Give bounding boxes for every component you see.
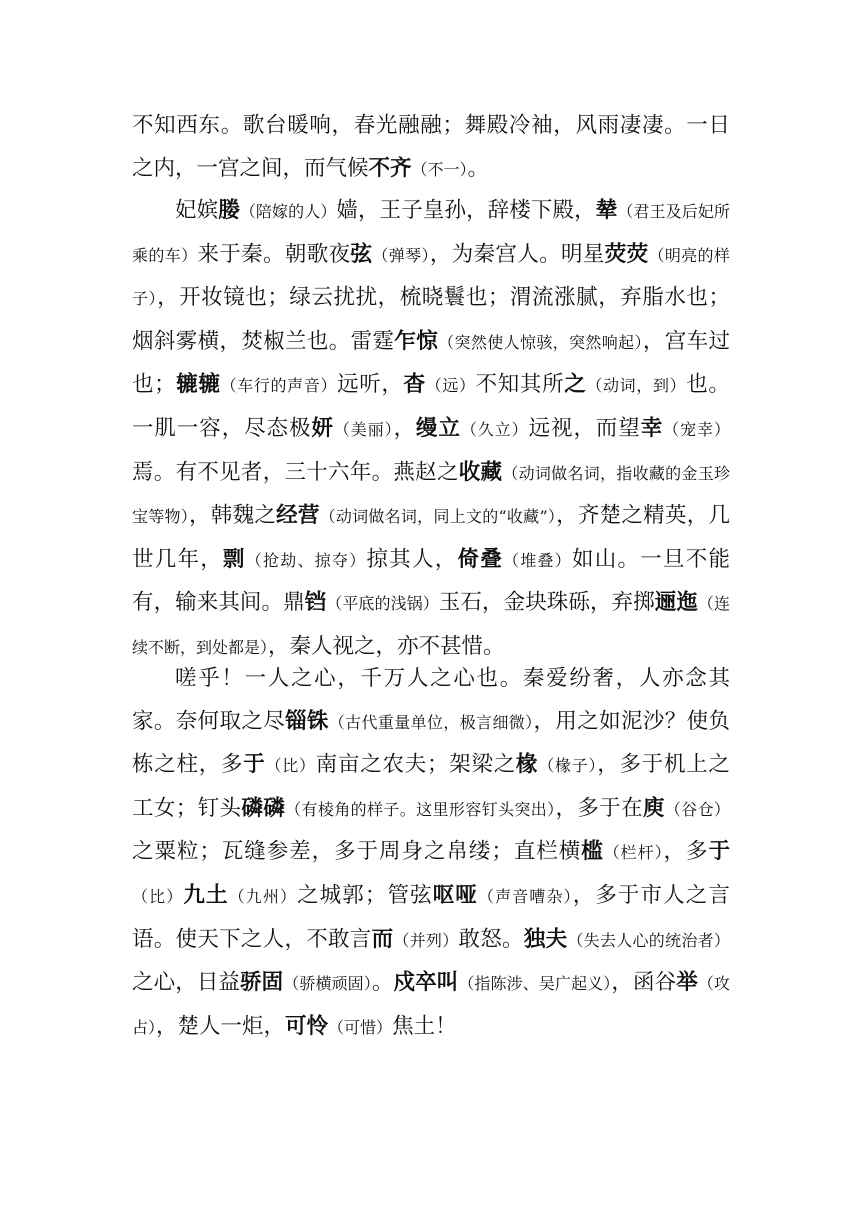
body-text: 之心，日益 [132, 970, 241, 996]
body-text: 嫱，王子皇孙，辞楼下殿， [336, 198, 596, 223]
body-text: 不知其所 [475, 372, 565, 398]
body-text: ，韩魏之 [189, 503, 277, 529]
annotated-term: 椽 [515, 752, 539, 778]
annotated-term: 收藏 [458, 459, 503, 485]
annotation-note: （椽子） [538, 756, 598, 776]
body-text: 嗟乎！一人之心，千万人之心也。秦爱纷奢，人亦念其家。奈何取之尽 [132, 666, 730, 734]
annotation-note: （不一） [411, 159, 468, 179]
body-text: ，楚人一炬， [156, 1013, 286, 1039]
annotated-term: 媵 [218, 198, 240, 223]
annotated-term: 铛 [304, 590, 327, 616]
body-text: 不知西东。歌台暖响，春光融融；舞殿冷袖，风雨凄凄。一日之内，一宫之间，而气候 [132, 113, 730, 181]
body-text: ， [393, 415, 417, 441]
body-text: ，秦人视之，亦不甚惜。 [268, 633, 505, 659]
annotated-term: 逦迤 [654, 590, 698, 616]
annotation-note: （动词，到） [586, 376, 687, 396]
annotated-term: 可怜 [285, 1013, 329, 1039]
annotation-note: （攻占） [132, 974, 730, 1037]
annotated-term: 剽 [223, 546, 246, 572]
body-text: ，齐楚之精英，几世几年， [132, 503, 730, 572]
body-text: 南亩之农夫；架梁之 [315, 752, 516, 778]
annotated-term: 九土 [183, 882, 229, 908]
annotation-note: （动词做名词，同上文的“收藏”） [319, 507, 557, 527]
annotated-term: 缦立 [416, 415, 461, 441]
annotation-note: （比） [265, 756, 316, 776]
annotated-term: 举 [676, 970, 698, 996]
annotated-term: 而 [371, 926, 394, 952]
annotated-term: 槛 [581, 839, 604, 865]
body-text: ，用之如泥沙？使负栋之柱，多 [132, 708, 730, 778]
annotation-note: （明亮的样子） [132, 245, 730, 309]
body-text: ，宫车过也； [132, 328, 730, 398]
annotation-note: （久立） [460, 419, 529, 439]
body-text: 如山。一旦不能有，输来其间。鼎 [132, 546, 730, 616]
annotated-term: 经营 [276, 503, 320, 529]
body-text: ，多 [663, 839, 709, 865]
annotation-note: （失去人心的统治者） [567, 930, 730, 950]
body-text: 也。一肌一容，尽态极 [132, 372, 730, 441]
paragraph-2 [132, 190, 730, 670]
body-text: 远视，而望 [528, 415, 641, 441]
annotated-term: 乍惊 [394, 328, 439, 354]
annotated-term: 辇 [595, 198, 618, 223]
annotation-note: （声音嘈杂） [478, 886, 573, 906]
annotated-term: 倚叠 [457, 546, 503, 572]
body-text: ，多于市人之言语。使天下之人，不敢言 [132, 882, 730, 952]
annotation-note: （君王及后妃所乘的车） [132, 202, 730, 265]
annotated-term: 杳 [403, 372, 426, 398]
body-text: 之粟粒；瓦缝参差，多于周身之帛缕；直栏横 [132, 839, 582, 865]
annotated-term: 于 [243, 752, 266, 778]
annotated-term: 骄固 [240, 970, 284, 996]
annotation-note: （突然使人惊骇，突然响起） [438, 332, 643, 352]
annotation-note: （美丽） [333, 419, 394, 439]
annotation-note: （谷仓） [664, 799, 730, 819]
annotation-note: （堆叠） [502, 550, 572, 570]
annotated-term: 不齐 [368, 155, 412, 181]
body-text: 敢怒。 [458, 926, 524, 952]
annotation-note: （车行的声音） [220, 376, 338, 396]
annotated-term: 弦 [350, 241, 373, 267]
annotated-term: 幸 [640, 415, 664, 441]
body-text: 远听， [337, 372, 404, 398]
annotation-note: （比） [132, 886, 184, 906]
annotation-note: （抢劫、掠夺） [245, 550, 367, 570]
annotation-note: （动词做名词，指收藏的金玉珍宝等物） [132, 463, 730, 527]
paragraph-3 [132, 658, 730, 1049]
annotated-term: 于 [708, 839, 730, 865]
body-text: 掠其人， [366, 546, 458, 572]
body-text: 妃嫔 [175, 198, 219, 223]
body-text: ，多于机上之工女；钉头 [132, 752, 730, 821]
annotation-note: （并列） [393, 930, 459, 950]
annotation-note: （远） [425, 376, 476, 396]
annotated-term: 呕哑 [432, 882, 478, 908]
body-text: 之城郭；管弦 [297, 882, 433, 908]
annotated-term: 独夫 [523, 926, 568, 952]
body-text: 玉石，金块珠砾，弃掷 [438, 590, 655, 616]
annotated-term: 辘辘 [175, 372, 221, 398]
annotated-term: 庾 [642, 795, 665, 821]
annotation-note: （陪嫁的人） [239, 202, 337, 221]
annotated-term: 妍 [311, 415, 334, 441]
annotation-note: （指陈涉、吴广起义） [458, 974, 612, 994]
annotation-note: （九州） [228, 886, 298, 906]
body-text: ，函谷 [611, 970, 677, 996]
body-text: 。 [371, 970, 394, 996]
annotation-note: （骄横顽固） [283, 974, 372, 994]
body-text: ，开妆镜也；绿云扰扰，梳晓鬟也；渭流涨腻，弃脂水也；烟斜雾横，焚椒兰也。雷霆 [132, 285, 730, 354]
paragraph-1 [132, 105, 730, 191]
annotation-note: （平底的浅锅） [326, 594, 439, 614]
annotation-note: （可惜） [328, 1017, 393, 1037]
annotated-term: 之 [564, 372, 587, 398]
annotated-term: 磷磷 [241, 795, 286, 821]
body-text: ，为秦宫人。明星 [429, 241, 605, 267]
annotated-term: 锱铢 [285, 708, 329, 734]
annotation-note: （栏杆） [603, 843, 664, 863]
annotated-term: 荧荧 [604, 241, 649, 267]
annotation-note: （宠幸） [663, 419, 730, 439]
annotation-note: （连续不断，到处都是） [132, 594, 730, 657]
body-text: 来于秦。朝歌夜 [197, 241, 351, 267]
body-text: ，多于在 [555, 795, 643, 821]
annotation-note: （弹琴） [372, 245, 430, 265]
body-text: 。 [467, 155, 490, 181]
annotation-note: （古代重量单位，极言细微） [328, 712, 534, 732]
body-text: 焦土！ [392, 1013, 457, 1039]
annotation-note: （有棱角的样子。这里形容钉头突出） [285, 799, 556, 819]
body-text: 焉。有不见者，三十六年。燕赵之 [132, 459, 459, 485]
annotated-term: 戍卒叫 [393, 970, 459, 996]
